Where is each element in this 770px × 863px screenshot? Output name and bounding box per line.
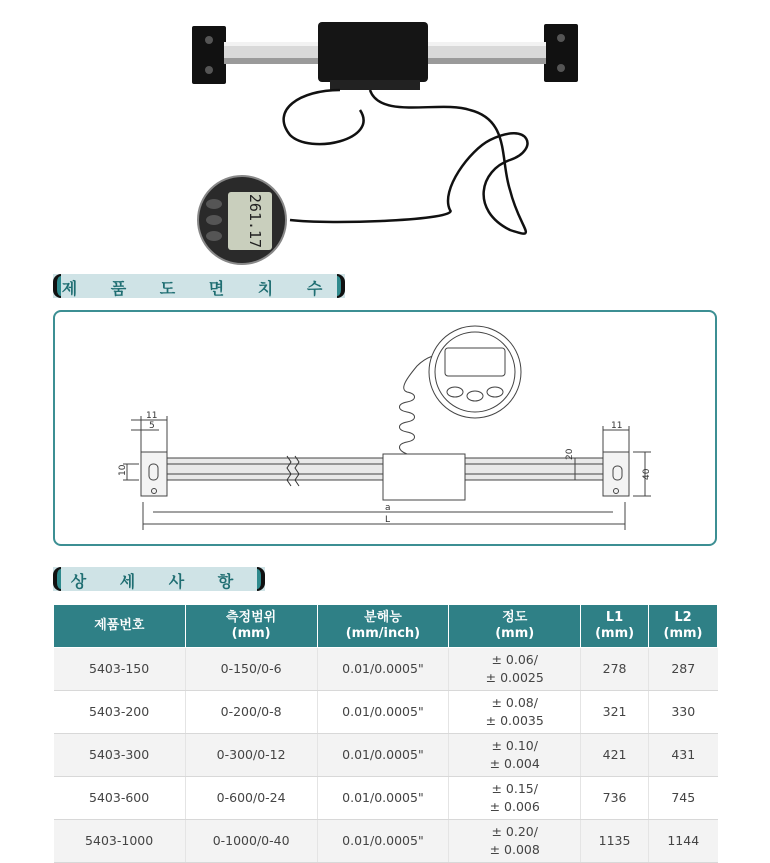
header-unit: (mm/inch) (345, 626, 421, 641)
header-resolution (317, 605, 449, 648)
cell-resolution: 0.01/0.0005" (317, 648, 449, 691)
cell-range: 0-150/0-6 (185, 648, 317, 691)
product-photo (180, 10, 590, 265)
header-model (54, 605, 186, 648)
dim-label-11-left: 11 (146, 411, 158, 421)
cell-accuracy (449, 777, 581, 820)
table-header-row (54, 605, 718, 648)
dimension-drawing (55, 312, 715, 544)
dim-label-11-right: 11 (611, 421, 623, 431)
header-unit: (mm) (495, 626, 535, 641)
header-text: 분해능 (364, 610, 402, 625)
dim-label-20: 20 (565, 448, 575, 460)
dim-label-10: 10 (118, 464, 128, 476)
cell-l1: 421 (581, 734, 649, 777)
table-row (54, 734, 718, 777)
cell-l2: 330 (649, 691, 718, 734)
cell-accuracy (449, 820, 581, 863)
section-title: 상 세 사 항 (70, 572, 248, 591)
header-l1 (581, 605, 649, 648)
dim-label-a: a (385, 503, 391, 513)
dim-label-L: L (385, 515, 391, 525)
cell-accuracy (449, 691, 581, 734)
cell-model: 5403-1000 (54, 820, 186, 863)
cell-resolution: 0.01/0.0005" (317, 777, 449, 820)
left-mount-bracket (192, 26, 226, 84)
accuracy-inch: ± 0.0035 (485, 713, 544, 728)
cell-range: 0-1000/0-40 (185, 820, 317, 863)
cell-l1: 736 (581, 777, 649, 820)
header-l2 (649, 605, 718, 648)
header-text: 제품번호 (94, 618, 145, 633)
cell-model: 5403-150 (54, 648, 186, 691)
accuracy-mm: ± 0.15/ (491, 781, 538, 796)
header-unit: (mm) (595, 626, 635, 641)
table-row (54, 648, 718, 691)
cell-l2: 431 (649, 734, 718, 777)
cell-l2: 287 (649, 648, 718, 691)
accuracy-mm: ± 0.10/ (491, 738, 538, 753)
header-unit: (mm) (231, 626, 271, 641)
cell-l2: 745 (649, 777, 718, 820)
header-range (185, 605, 317, 648)
header-text: L2 (674, 610, 692, 625)
cell-resolution: 0.01/0.0005" (317, 820, 449, 863)
cell-model: 5403-300 (54, 734, 186, 777)
dim-label-40: 40 (642, 468, 652, 480)
cell-l1: 278 (581, 648, 649, 691)
cell-resolution: 0.01/0.0005" (317, 734, 449, 777)
section-title: 제 품 도 면 치 수 (61, 279, 337, 298)
dim-label-5: 5 (149, 421, 155, 431)
accuracy-inch: ± 0.004 (489, 756, 540, 771)
cell-l1: 1135 (581, 820, 649, 863)
header-text: 정도 (502, 610, 528, 625)
cell-range: 0-600/0-24 (185, 777, 317, 820)
header-text: 측정범위 (226, 610, 277, 625)
accuracy-mm: ± 0.06/ (491, 652, 538, 667)
right-mount-bracket (544, 24, 578, 82)
accuracy-mm: ± 0.08/ (491, 695, 538, 710)
table-row (54, 777, 718, 820)
cell-range: 0-300/0-12 (185, 734, 317, 777)
accuracy-mm: ± 0.20/ (491, 824, 538, 839)
display-reading: 261.17 (246, 193, 264, 249)
cell-model: 5403-600 (54, 777, 186, 820)
cell-l2: 1144 (649, 820, 718, 863)
cell-model: 5403-200 (54, 691, 186, 734)
cell-resolution: 0.01/0.0005" (317, 691, 449, 734)
accuracy-inch: ± 0.006 (489, 799, 540, 814)
header-accuracy (449, 605, 581, 648)
accuracy-inch: ± 0.008 (489, 842, 540, 857)
header-unit: (mm) (663, 626, 703, 641)
header-text: L1 (605, 610, 624, 625)
accuracy-inch: ± 0.0025 (485, 670, 544, 685)
cell-accuracy (449, 734, 581, 777)
cable (284, 90, 528, 234)
cell-range: 0-200/0-8 (185, 691, 317, 734)
table-row (54, 820, 718, 863)
spec-table (53, 604, 718, 863)
section-header-details (53, 567, 265, 591)
table-row (54, 691, 718, 734)
section-header-dimensions (53, 274, 345, 298)
reading-head (318, 22, 428, 82)
cell-l1: 321 (581, 691, 649, 734)
dimension-drawing-frame (53, 310, 717, 546)
cell-accuracy (449, 648, 581, 691)
